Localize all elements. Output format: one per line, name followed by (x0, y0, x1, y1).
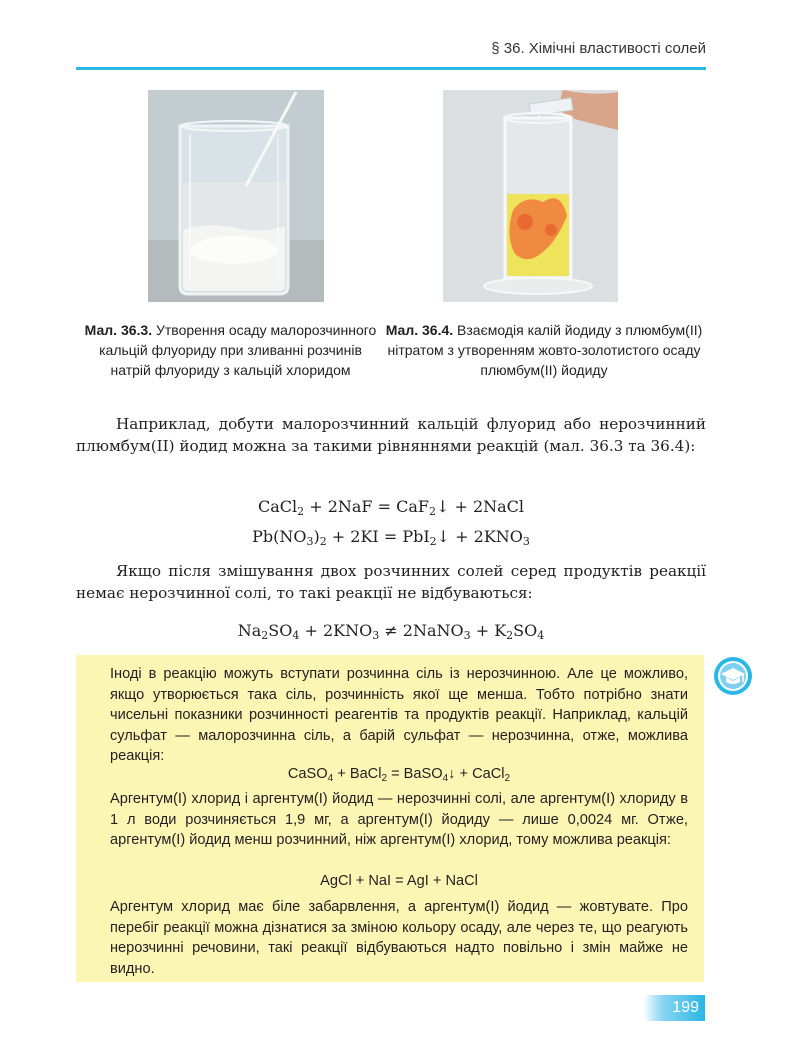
paragraph-intro: Наприклад, добути малорозчинний кальцій флуорид або нерозчинний плюмбум(ІІ) йодид можна за такими рівняннями реакцій (мал. 36.3 та 36.4): (76, 415, 706, 455)
info-box-equation-barium-sulfate: CaSO$_4$ + BaCl$_2$ = BaSO$_4$↓ + CaCl$_2$ (287, 766, 511, 784)
cylinder-yellow-precipitate-photo (443, 90, 618, 302)
equation-no-reaction: $Na_2SO_4 + 2KNO_3$ ≠ 2NaNO$_3$ + $K_2SO_4$ (237, 621, 545, 642)
equation-lead-iodide: $Pb(NO_3)_2 + 2KI$ = PbI$_2$↓ + $2KNO_3$ (252, 527, 530, 548)
info-box-paragraph: Аргентум(І) хлорид і аргентум(І) йодид — нерозчинні солі, але аргентум(І) хлориду в 1 л води розчиняється 1,9 мг, а аргентум(І) йодиду — лише 0,0024 мг. Отже, аргентум(І) йодид менш розчинний, ніж аргентум(І) хлорид, тому можлива реакція: (110, 791, 688, 848)
page-number: 199 (643, 995, 705, 1021)
figure-label: Мал. 36.3. (84, 322, 153, 338)
info-box-paragraph: Аргентум хлорид має біле забарвлення, а аргентум(І) йодид — жовтувате. Про перебіг реакції можна дізнатися за зміною кольору осаду, але через те, що реагують нерозчинні речовини, такі реакції відбуваються надто повільно і змін майже не видно. (110, 899, 688, 977)
figure-caption-36-3 (78, 320, 383, 380)
header-rule (76, 67, 706, 70)
info-box-paragraph: Іноді в реакцію можуть вступати розчинна сіль із нерозчинною. Але це можливо, якщо утворюється така сіль, розчинність якої ще менша. Тобто потрібно знати чисельні показники розчинності реагентів та продуктів реакції. Наприклад, кальцій сульфат — малорозчинна сіль, а барій сульфат — нерозчинна, отже, можлива реакція: (110, 666, 688, 764)
graduation-cap-icon (713, 656, 753, 696)
figure-caption-36-4 (384, 320, 704, 380)
figure-label: Мал. 36.4. (385, 322, 454, 338)
running-header: § 36. Хімічні властивості солей (491, 40, 706, 57)
paragraph-no-reaction: Якщо після змішування двох розчинних солей серед продуктів реакції немає нерозчинної солі, то такі реакції не відбуваються: (76, 562, 706, 602)
figure-text: Взаємодія калій йодиду з плюмбум(ІІ) нітратом з утворенням жовто-золотистого осаду плюмбум(ІІ) йодиду (387, 322, 703, 378)
beaker-precipitate-photo (148, 90, 324, 302)
info-box-equation-silver-iodide: AgCl + NaI = AgI + NaCl (320, 873, 478, 889)
equation-calcium-fluoride: CaCl$_2$ + 2NaF = CaF$_2$↓ + 2NaCl (257, 497, 525, 518)
figure-text: Утворення осаду малорозчинного кальцій флуориду при зливанні розчинів натрій флуориду з кальцій хлоридом (99, 322, 377, 378)
